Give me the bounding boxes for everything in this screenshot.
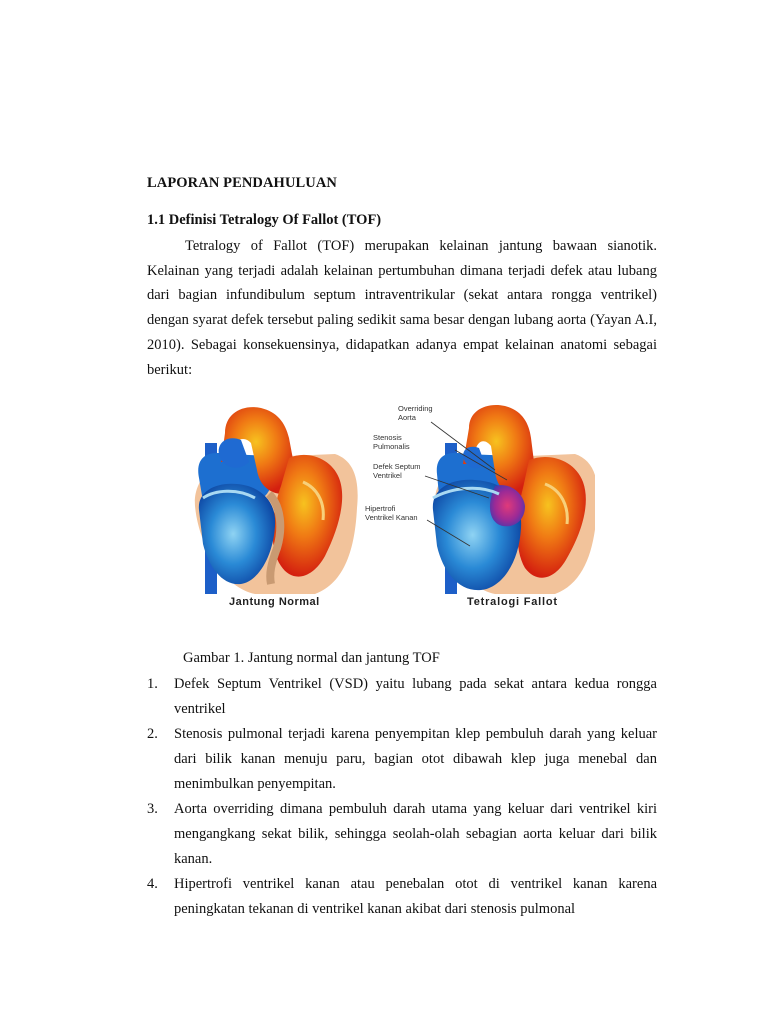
label-tof-heart: Tetralogi Fallot (467, 596, 558, 608)
list-item (147, 722, 657, 797)
heart-figure (185, 398, 595, 616)
section-title: 1.1 Definisi Tetralogy Of Fallot (TOF) (147, 212, 382, 228)
label-normal-heart: Jantung Normal (229, 596, 320, 608)
label-hipertrofi-2: Ventrikel Kanan (365, 513, 418, 522)
list-item-number: 1. (147, 676, 158, 692)
list-item (147, 872, 657, 922)
list-item (147, 797, 657, 872)
list-item-text: Hipertrofi ventrikel kanan atau penebalan otot di ventrikel kanan karena peningkatan tekanan di ventrikel kanan akibat dari stenosis pulmonal (174, 876, 657, 917)
list-item-number: 3. (147, 801, 158, 817)
list-item-text: Defek Septum Ventrikel (VSD) yaitu lubang pada sekat antara kedua rongga ventrikel (174, 676, 657, 717)
label-defek-2: Ventrikel (373, 471, 402, 480)
anomaly-list (147, 672, 657, 922)
document-heading: LAPORAN PENDAHULUAN (147, 175, 337, 191)
heart-illustration (185, 398, 595, 616)
normal-heart (195, 407, 358, 594)
list-item-number: 2. (147, 726, 158, 742)
list-item (147, 672, 657, 722)
definition-text: Tetralogy of Fallot (TOF) merupakan kelainan jantung bawaan sianotik. Kelainan yang terjadi adalah kelainan pertumbuhan dimana terjadi defek atau lubang dari bagian infundibulum septum intraventrikular (sekat antara rongga ventrikel) dengan syarat defek tersebut paling sedikit sama besar dengan lubang aorta (Yayan A.I, 2010). Sebagai konsekuensinya, didapatkan adanya empat kelainan anatomi sebagai berikut: (147, 238, 657, 378)
label-stenosis-1: Stenosis (373, 433, 402, 442)
list-item-number: 4. (147, 876, 158, 892)
definition-paragraph (147, 234, 657, 382)
list-item-text: Aorta overriding dimana pembuluh darah utama yang keluar dari ventrikel kiri mengangkang sekat bilik, sehingga seolah-olah sebagian aorta keluar dari bilik kanan. (174, 801, 657, 867)
label-overriding-1: Overriding (398, 404, 433, 413)
label-defek-1: Defek Septum (373, 462, 421, 471)
list-item-text: Stenosis pulmonal terjadi karena penyempitan klep pembuluh darah yang keluar dari bilik kanan menuju paru, bagian otot dibawah klep juga menebal dan menimbulkan penyempitan. (174, 726, 657, 792)
figure-caption: Gambar 1. Jantung normal dan jantung TOF (183, 650, 440, 666)
tof-heart (433, 405, 595, 594)
label-stenosis-2: Pulmonalis (373, 442, 410, 451)
label-overriding-2: Aorta (398, 413, 416, 422)
label-hipertrofi-1: Hipertrofi (365, 504, 396, 513)
annotation-labels (365, 404, 433, 522)
